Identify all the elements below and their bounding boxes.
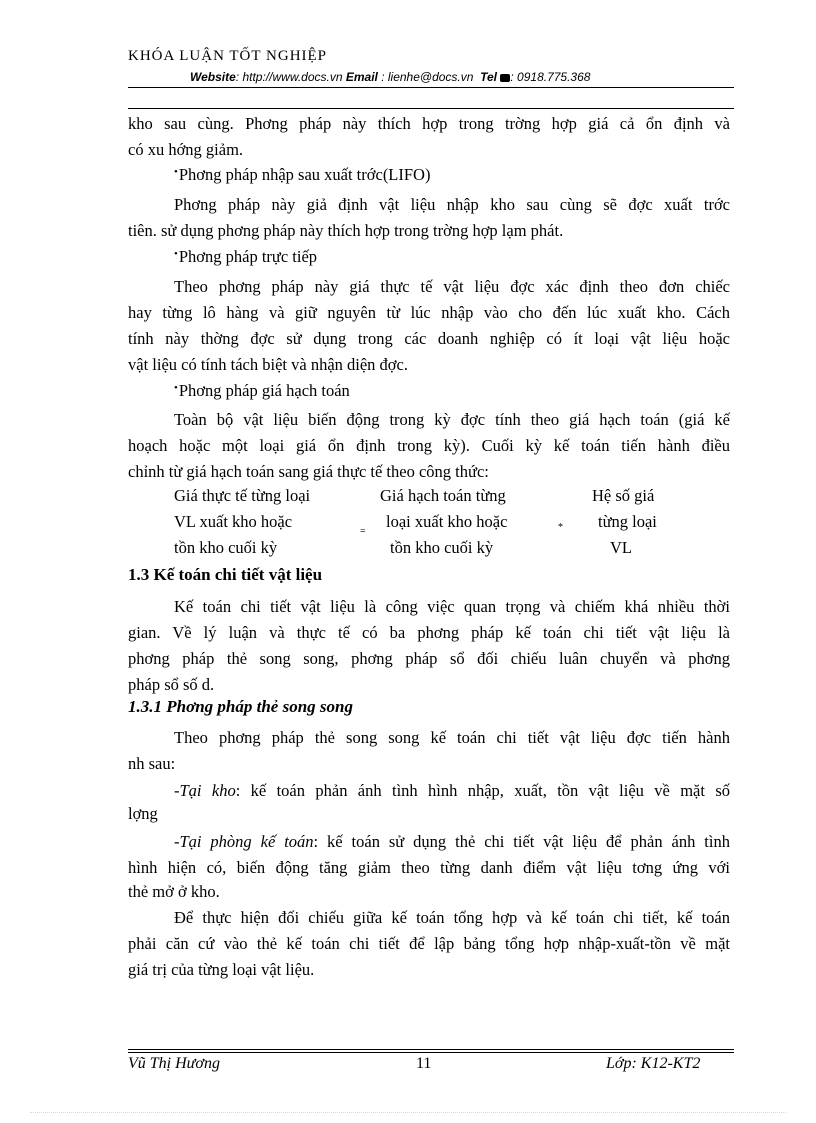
formula-c1-r2: VL xuất kho hoặc [174, 512, 293, 531]
s13-line2: gian. Về lý luận và thực tế có ba phơng pháp kế toán chi tiết vật liệu là [128, 623, 730, 642]
email-label: Email [345, 70, 378, 84]
s131-p1-line2: nh sau: [128, 754, 176, 773]
footer-author: Vũ Thị Hương [128, 1055, 220, 1072]
kho-text: : kế toán phản ánh tình hình nhập, xuất, tồn vật liệu về mặt số [235, 781, 730, 800]
s13-line1: Kế toán chi tiết vật liệu là công việc quan trọng và chiếm khá nhiều thời [174, 597, 730, 616]
bullet-lifo: • Phơng pháp nhập sau xuất trớc(LIFO) [174, 165, 430, 185]
bullet-accounting-price: • Phơng pháp giá hạch toán [174, 381, 350, 401]
pkt-label: -Tại phòng kế toán [174, 832, 314, 851]
footer-rule-top [128, 1049, 734, 1050]
p3-line3: tính này thờng đợc sử dụng trong các doanh nghiệp có ít loại vật liệu hoặc [128, 329, 730, 348]
p3-line1: Theo phơng pháp này giá thực tế vật liệu đợc xác định theo đơn chiếc [174, 277, 730, 296]
pkt-text: : kế toán sử dụng thẻ chi tiết vật liệu để phản ánh tình [313, 832, 730, 851]
footer-class: Lớp: K12-KT2 [606, 1055, 701, 1072]
s13-line4: pháp sổ số d. [128, 675, 215, 694]
p3-line4: vật liệu có tính tách biệt và nhận diện đợc. [128, 355, 408, 374]
tel-label: Tel [480, 70, 498, 84]
email-link[interactable]: : lienhe@docs.vn [377, 70, 474, 84]
bullet-direct: • Phơng pháp trực tiếp [174, 247, 317, 267]
p1-line2: có xu hớng giảm. [128, 140, 244, 159]
s131-pkt-line1 [174, 829, 730, 855]
website-link[interactable]: : http://www.docs.vn [235, 70, 343, 84]
formula-c3-r3: VL [610, 538, 632, 557]
p3-line2: hay từng lô hàng và giữ nguyên từ lúc nhập vào cho đến lúc xuất kho. Cách [128, 303, 730, 322]
s131-pkt-line3: thẻ mở ở kho. [128, 882, 220, 901]
page-edge [30, 1112, 786, 1113]
formula-c3-r2: từng loại [598, 512, 657, 531]
formula-equals: = [360, 526, 366, 537]
kho-label: -Tại kho [174, 781, 236, 800]
s131-last-line2: phải căn cứ vào thẻ kế toán chi tiết để lập bảng tổng hợp nhập-xuất-tồn về mặt [128, 934, 730, 953]
header-contact [190, 70, 590, 84]
p4-line3: chỉnh từ giá hạch toán sang giá thực tế theo công thức: [128, 462, 489, 481]
s131-kho-line2: lợng [128, 804, 158, 823]
header-rule-bottom [128, 108, 734, 109]
website-label: Website [190, 70, 236, 84]
p2-line2: tiên. sử dụng phơng pháp này thích hợp trong trờng hợp lạm phát. [128, 221, 564, 240]
s131-last-line1: Để thực hiện đối chiếu giữa kế toán tổng hợp và kế toán chi tiết, kế toán [174, 908, 730, 927]
p1-line1: kho sau cùng. Phơng pháp này thích hợp trong trờng hợp giá cả ổn định và [128, 114, 730, 133]
heading-1-3-1: 1.3.1 Phơng pháp thẻ song song [128, 697, 353, 716]
p2-line1: Phơng pháp này giả định vật liệu nhập kho sau cùng sẽ đợc xuất trớc [174, 195, 730, 214]
formula-multiply: * [558, 522, 563, 533]
formula-c2-r3: tồn kho cuối kỳ [390, 538, 494, 557]
formula-c1-r3: tồn kho cuối kỳ [174, 538, 278, 557]
header-title: KHÓA LUẬN TỐT NGHIỆP [128, 48, 328, 64]
phone-icon [500, 74, 510, 82]
s131-pkt-line2: hình hiện có, biến động tăng giảm theo từng danh điểm vật liệu tơng ứng với [128, 858, 730, 877]
p4-line1: Toàn bộ vật liệu biến động trong kỳ đợc tính theo giá hạch toán (giá kế [174, 410, 730, 429]
footer-rule-bottom [128, 1052, 734, 1053]
s131-p1-line1: Theo phơng pháp thẻ song song kế toán chi tiết vật liệu đợc tiến hành [174, 728, 730, 747]
formula-c2-r2: loại xuất kho hoặc [386, 512, 508, 531]
formula-c2-r1: Giá hạch toán từng [380, 486, 506, 505]
tel-value: : 0918.775.368 [510, 70, 591, 84]
formula-c1-r1: Giá thực tế từng loại [174, 486, 311, 505]
header-rule-top [128, 87, 734, 88]
formula-c3-r1: Hệ số giá [592, 486, 655, 505]
heading-1-3: 1.3 Kế toán chi tiết vật liệu [128, 565, 323, 584]
s131-last-line3: giá trị của từng loại vật liệu. [128, 960, 315, 979]
p4-line2: hoạch hoặc một loại giá ổn định trong kỳ). Cuối kỳ kế toán tiến hành điều [128, 436, 730, 455]
s13-line3: phơng pháp thẻ song song, phơng pháp sổ đối chiếu luân chuyển và phơng [128, 649, 730, 668]
footer-page-number: 11 [416, 1055, 432, 1072]
